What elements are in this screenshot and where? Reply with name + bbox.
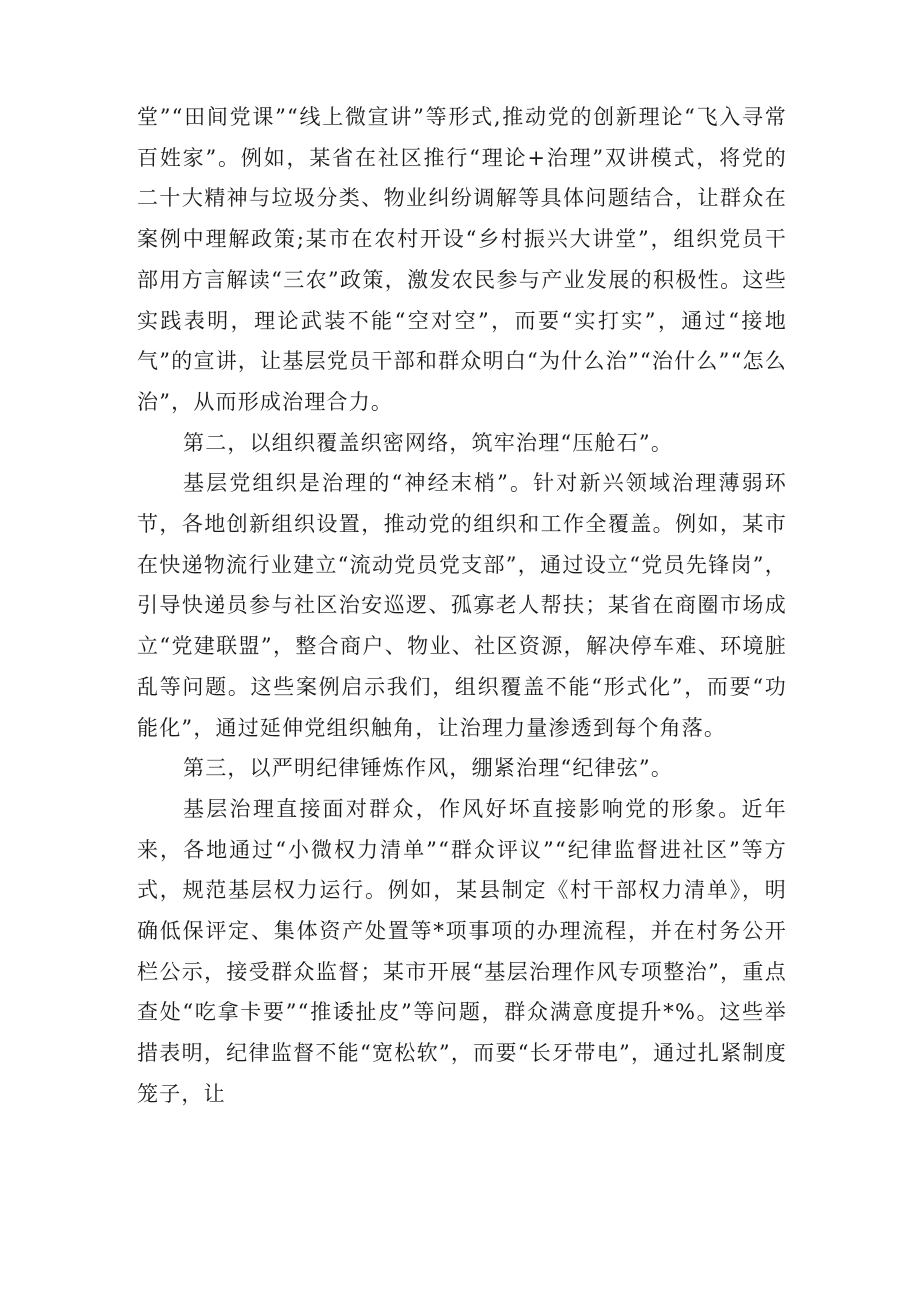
- section-heading-organization-coverage: 第二，以组织覆盖织密网络，筑牢治理“压舱石”。: [183, 430, 674, 455]
- paragraph-organization-coverage: 基层党组织是治理的“神经末梢”。针对新兴领域治理薄弱环节，各地创新组织设置，推动党的组织和工作全覆盖。例如，某市在快递物流行业建立“流动党员党支部”，通过设立“党员先锋岗”，引导快递员参与社区治安巡逻、孤寡老人帮扶；某省在商圈市场成立“党建联盟”，整合商户、物业、社区资源，解决停车难、环境脏乱等问题。这些案例启示我们，组织覆盖不能“形式化”，而要“功能化”，通过延伸党组织触角，让治理力量渗透到每个角落。: [137, 471, 787, 740]
- paragraph-discipline: 基层治理直接面对群众，作风好坏直接影响党的形象。近年来，各地通过“小微权力清单”“群众评议”“纪律监督进社区”等方式，规范基层权力运行。例如，某县制定《村干部权力清单》，明确低保评定、集体资产处置等*项事项的办理流程，并在村务公开栏公示，接受群众监督；某市开展“基层治理作风专项整治”，重点查处“吃拿卡要”“推诿扯皮”等问题，群众满意度提升*%。这些举措表明，纪律监督不能“宽松软”，而要“长牙带电”，通过扎紧制度笼子，让: [137, 796, 787, 1106]
- section-heading-discipline: 第三，以严明纪律锤炼作风，绷紧治理“纪律弦”。: [183, 756, 674, 781]
- document-body: [137, 97, 787, 1115]
- paragraph-theory-propaganda-continued: 堂”“田间党课”“线上微宣讲”等形式,推动党的创新理论“飞入寻常百姓家”。例如，某省在社区推行“理论+治理”双讲模式，将党的二十大精神与垃圾分类、物业纠纷调解等具体问题结合，让群众在案例中理解政策;某市在农村开设“乡村振兴大讲堂”，组织党员干部用方言解读“三农”政策，激发农民参与产业发展的积极性。这些实践表明，理论武装不能“空对空”，而要“实打实”，通过“接地气”的宣讲，让基层党员干部和群众明白“为什么治”“治什么”“怎么治”，从而形成治理合力。: [137, 105, 787, 414]
